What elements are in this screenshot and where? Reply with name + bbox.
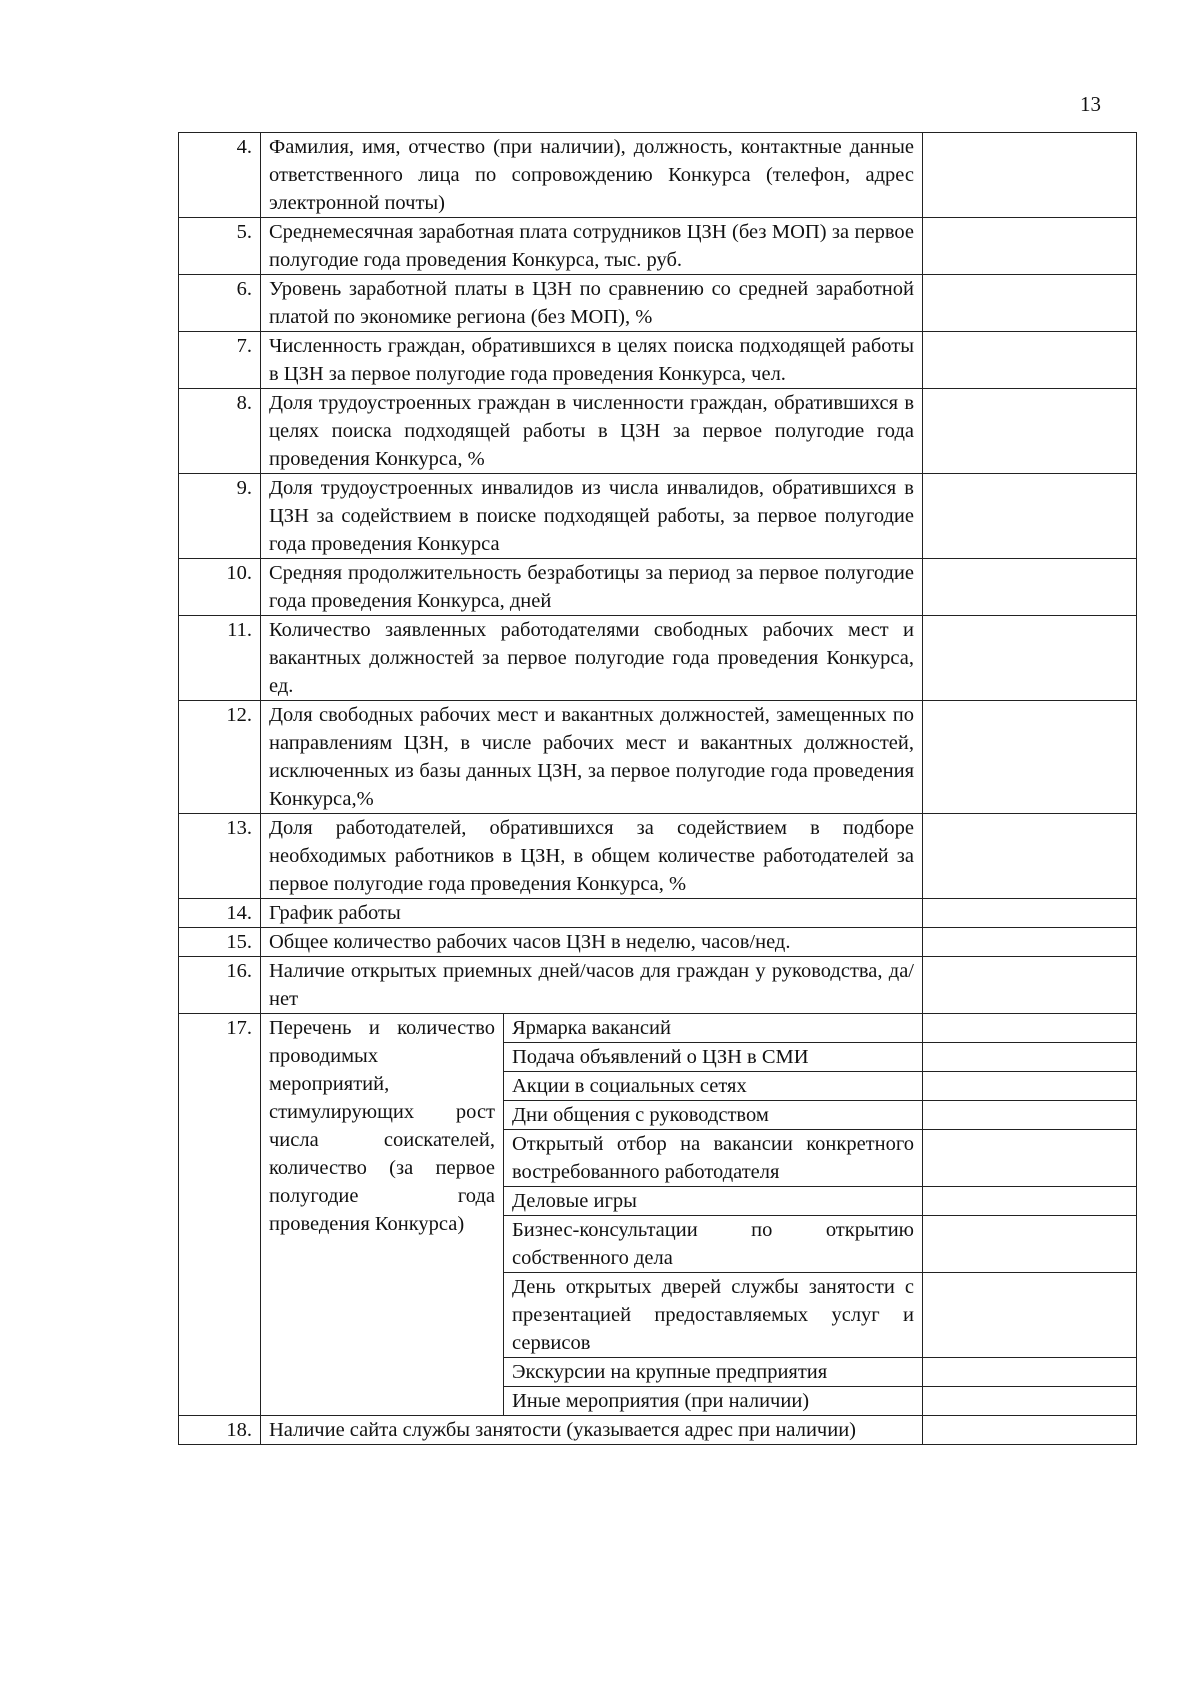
value-cell: [923, 1043, 1137, 1072]
value-cell: [923, 1387, 1137, 1416]
row-text: График работы: [261, 899, 923, 928]
row-text: Среднемесячная заработная плата сотрудников ЦЗН (без МОП) за первое полугодие года проведения Конкурса, тыс. руб.: [261, 218, 923, 275]
sub-item: Бизнес-консультации по открытию собственного дела: [504, 1216, 923, 1273]
table-row: [179, 899, 1137, 928]
table-row: [179, 332, 1137, 389]
value-cell: [923, 1130, 1137, 1187]
table-row: [179, 701, 1137, 814]
row-number: 18.: [179, 1416, 261, 1445]
table-row: [179, 559, 1137, 616]
row-text: Уровень заработной платы в ЦЗН по сравнению со средней заработной платой по экономике региона (без МОП), %: [261, 275, 923, 332]
sub-item: Иные мероприятия (при наличии): [504, 1387, 923, 1416]
table-row: [179, 218, 1137, 275]
table-row: [179, 1416, 1137, 1445]
value-cell: [923, 332, 1137, 389]
row-number: 6.: [179, 275, 261, 332]
value-cell: [923, 1416, 1137, 1445]
table-row: [179, 616, 1137, 701]
sub-item: Акции в социальных сетях: [504, 1072, 923, 1101]
row-number: 15.: [179, 928, 261, 957]
row-number: 7.: [179, 332, 261, 389]
row-text: Наличие открытых приемных дней/часов для граждан у руководства, да/нет: [261, 957, 923, 1014]
value-cell: [923, 1187, 1137, 1216]
value-cell: [923, 616, 1137, 701]
table-row: [179, 928, 1137, 957]
value-cell: [923, 1014, 1137, 1043]
sub-item: Дни общения с руководством: [504, 1101, 923, 1130]
row-text: Доля работодателей, обратившихся за содействием в подборе необходимых работников в ЦЗН, в общем количестве работодателей за первое полугодие года проведения Конкурса, %: [261, 814, 923, 899]
row-number: 16.: [179, 957, 261, 1014]
table-row: [179, 389, 1137, 474]
table-row: [179, 814, 1137, 899]
value-cell: [923, 701, 1137, 814]
table-row: [179, 957, 1137, 1014]
row-text: Количество заявленных работодателями свободных рабочих мест и вакантных должностей за первое полугодие года проведения Конкурса, ед.: [261, 616, 923, 701]
row-text: Перечень и количество проводимых мероприятий, стимулирующих рост числа соискателей, количество (за первое полугодие года проведения Конкурса): [261, 1014, 504, 1416]
value-cell: [923, 957, 1137, 1014]
value-cell: [923, 1273, 1137, 1358]
value-cell: [923, 928, 1137, 957]
row-number: 11.: [179, 616, 261, 701]
sub-item: Деловые игры: [504, 1187, 923, 1216]
value-cell: [923, 1101, 1137, 1130]
value-cell: [923, 275, 1137, 332]
row-number: 17.: [179, 1014, 261, 1416]
value-cell: [923, 1358, 1137, 1387]
value-cell: [923, 1072, 1137, 1101]
table-row: [179, 1014, 1137, 1043]
row-number: 12.: [179, 701, 261, 814]
sub-item: Подача объявлений о ЦЗН в СМИ: [504, 1043, 923, 1072]
value-cell: [923, 899, 1137, 928]
criteria-table: [178, 132, 1137, 1445]
row-number: 8.: [179, 389, 261, 474]
row-text: Доля свободных рабочих мест и вакантных должностей, замещенных по направлениям ЦЗН, в числе рабочих мест и вакантных должностей, исключенных из базы данных ЦЗН, за первое полугодие года проведения Конкурса,%: [261, 701, 923, 814]
row-text: Доля трудоустроенных инвалидов из числа инвалидов, обратившихся в ЦЗН за содействием в поиске подходящей работы, за первое полугодие года проведения Конкурса: [261, 474, 923, 559]
table-row: [179, 275, 1137, 332]
value-cell: [923, 559, 1137, 616]
page-number: 13: [1080, 92, 1101, 116]
row-number: 14.: [179, 899, 261, 928]
value-cell: [923, 133, 1137, 218]
row-number: 10.: [179, 559, 261, 616]
value-cell: [923, 218, 1137, 275]
value-cell: [923, 474, 1137, 559]
sub-item: День открытых дверей службы занятости с презентацией предоставляемых услуг и сервисов: [504, 1273, 923, 1358]
table-row: [179, 474, 1137, 559]
sub-item: Экскурсии на крупные предприятия: [504, 1358, 923, 1387]
row-number: 13.: [179, 814, 261, 899]
row-number: 5.: [179, 218, 261, 275]
sub-item: Открытый отбор на вакансии конкретного востребованного работодателя: [504, 1130, 923, 1187]
row-text: Доля трудоустроенных граждан в численности граждан, обратившихся в целях поиска подходящей работы в ЦЗН за первое полугодие года проведения Конкурса, %: [261, 389, 923, 474]
value-cell: [923, 1216, 1137, 1273]
row-text: Фамилия, имя, отчество (при наличии), должность, контактные данные ответственного лица по сопровождению Конкурса (телефон, адрес электронной почты): [261, 133, 923, 218]
value-cell: [923, 814, 1137, 899]
row-text: Общее количество рабочих часов ЦЗН в неделю, часов/нед.: [261, 928, 923, 957]
row-text: Численность граждан, обратившихся в целях поиска подходящей работы в ЦЗН за первое полугодие года проведения Конкурса, чел.: [261, 332, 923, 389]
value-cell: [923, 389, 1137, 474]
table-row: [179, 133, 1137, 218]
row-number: 9.: [179, 474, 261, 559]
row-number: 4.: [179, 133, 261, 218]
sub-item: Ярмарка вакансий: [504, 1014, 923, 1043]
row-text: Средняя продолжительность безработицы за период за первое полугодие года проведения Конкурса, дней: [261, 559, 923, 616]
row-text: Наличие сайта службы занятости (указывается адрес при наличии): [261, 1416, 923, 1445]
